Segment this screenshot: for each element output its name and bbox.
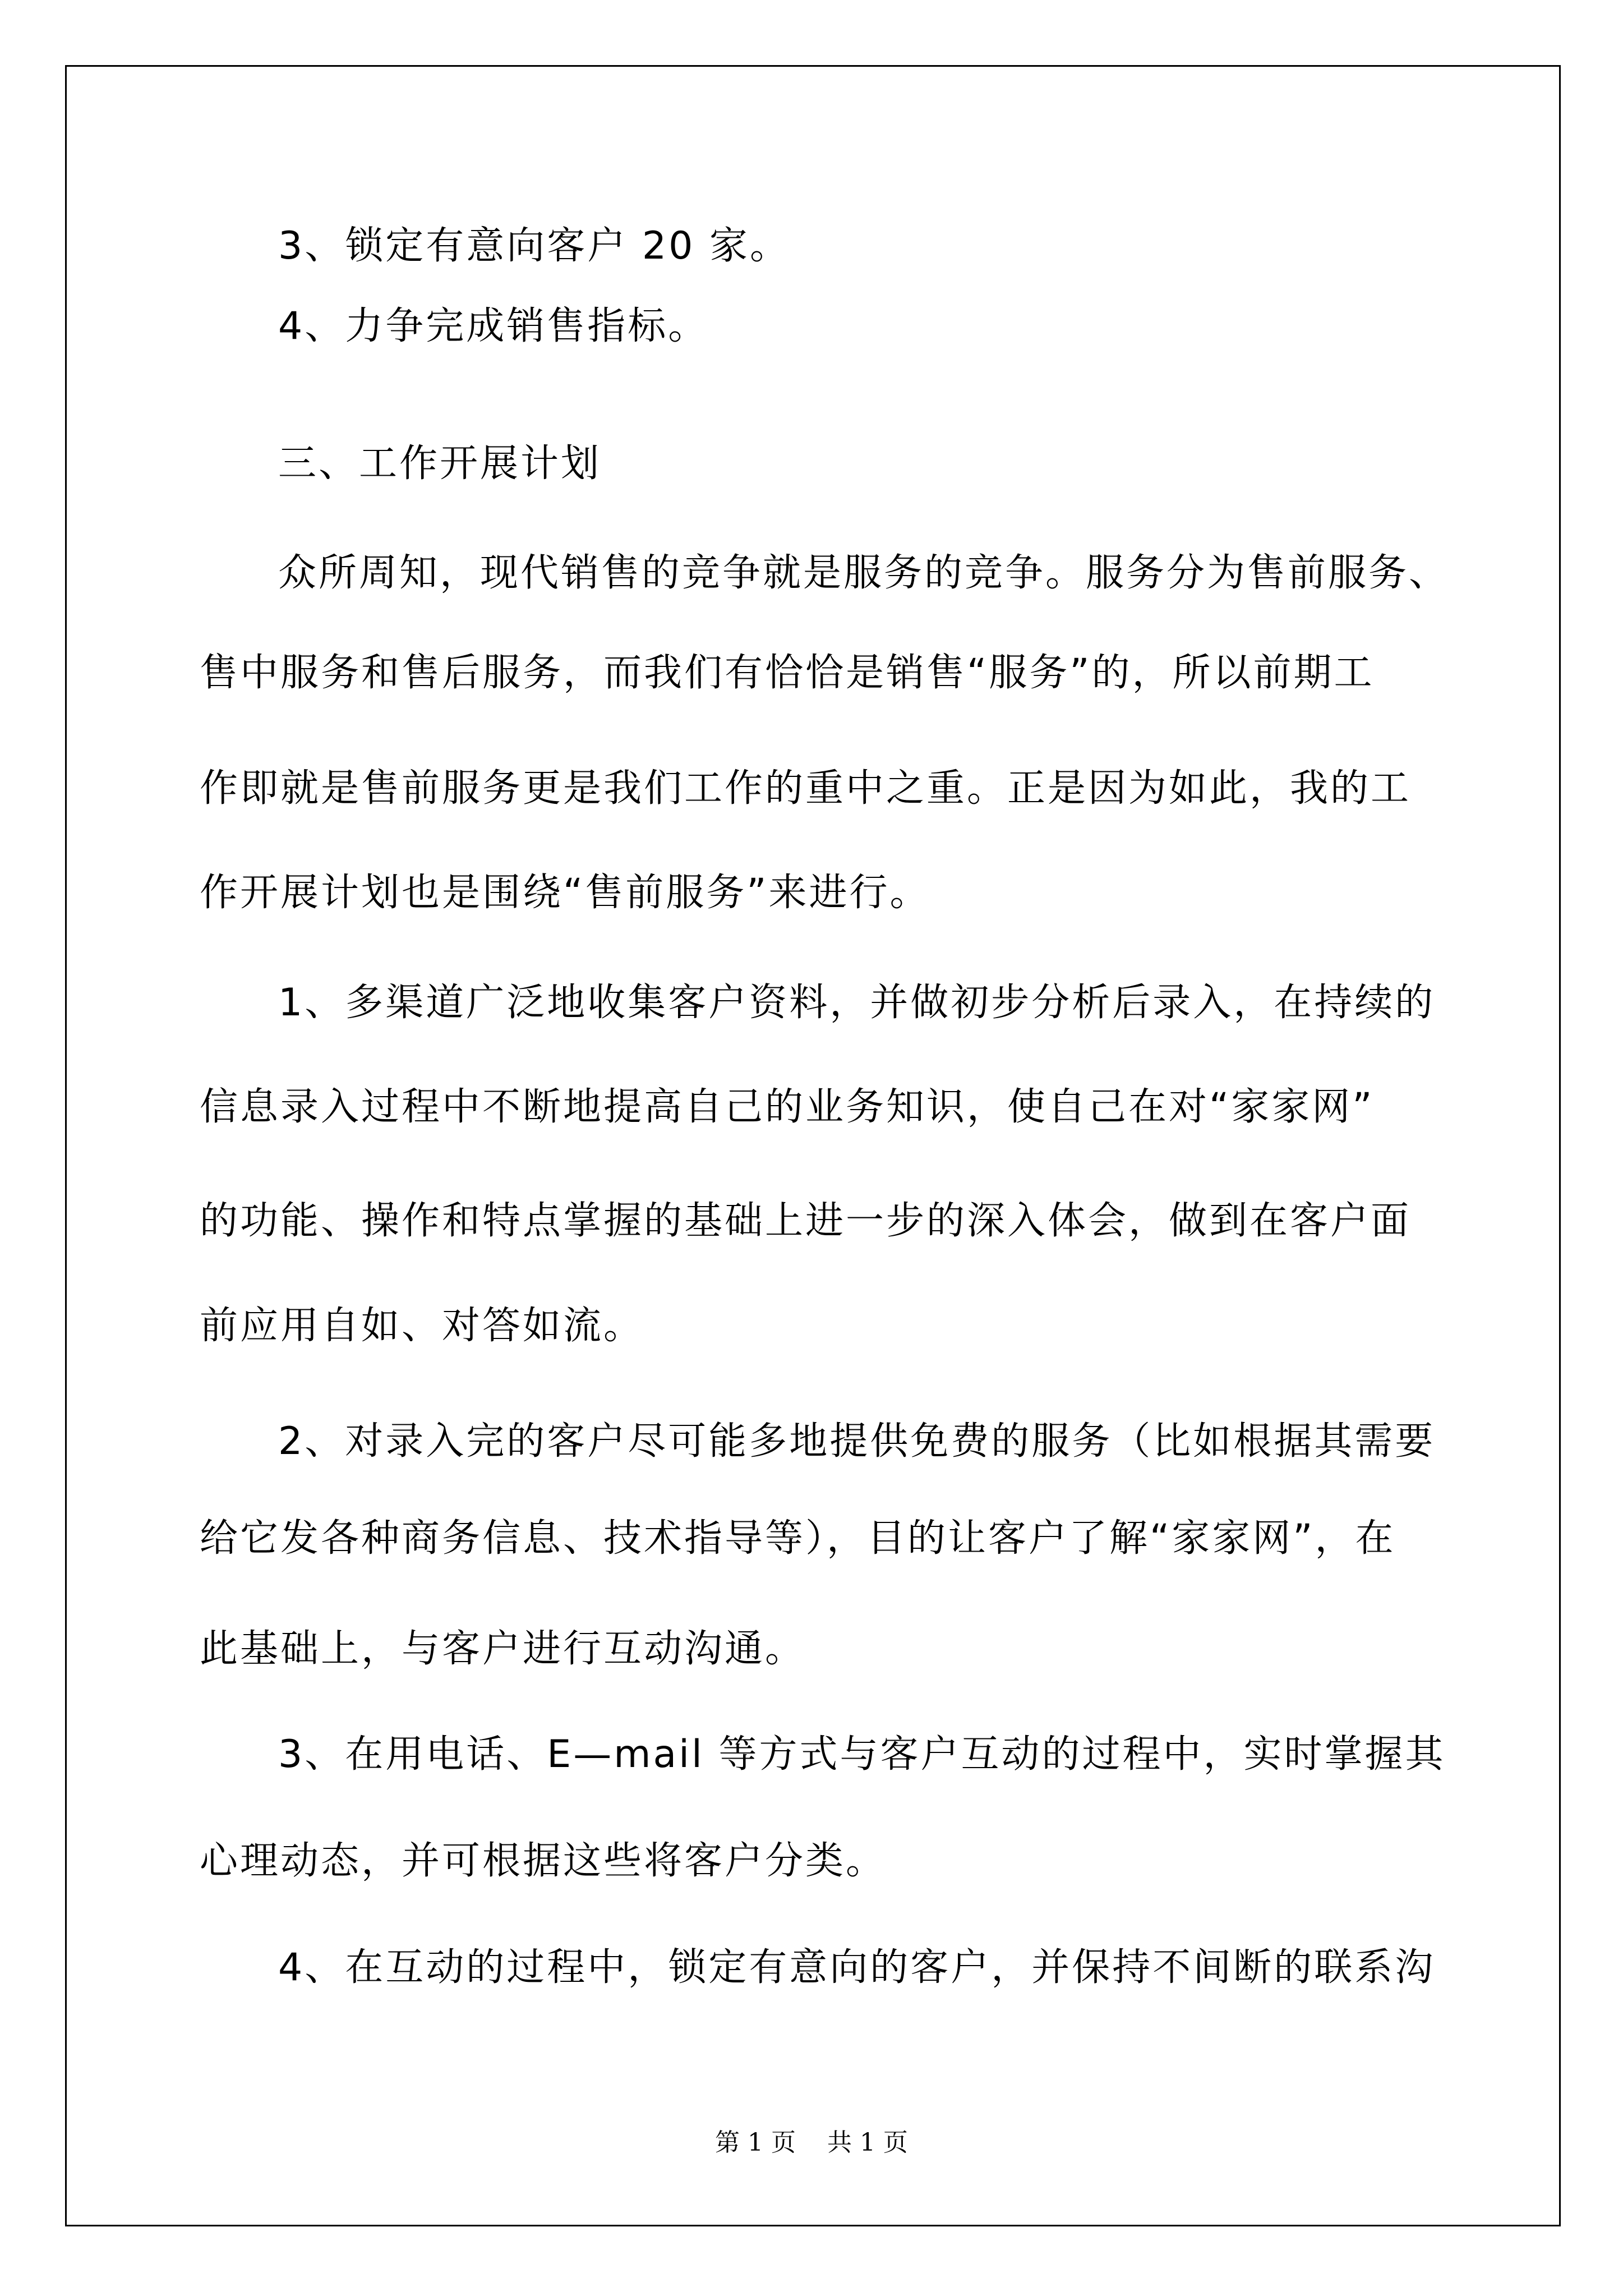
- text-line: 4、在互动的过程中，锁定有意向的客户，并保持不间断的联系沟: [278, 1945, 1436, 1990]
- text-line: 售中服务和售后服务，而我们有恰恰是销售“服务”的，所以前期工: [200, 651, 1375, 695]
- text-line: 前应用自如、对答如流。: [200, 1304, 644, 1348]
- text-line: 作即就是售前服务更是我们工作的重中之重。正是因为如此，我的工: [200, 766, 1412, 811]
- text-line: 的功能、操作和特点掌握的基础上进一步的深入体会，做到在客户面: [200, 1199, 1412, 1243]
- text-line: 4、力争完成销售指标。: [278, 304, 709, 348]
- text-line: 信息录入过程中不断地提高自己的业务知识，使自己在对“家家网”: [200, 1085, 1375, 1129]
- text-line: 心理动态，并可根据这些将客户分类。: [200, 1839, 887, 1883]
- section-heading: 三、工作开展计划: [278, 441, 602, 486]
- text-line: 1、多渠道广泛地收集客户资料，并做初步分析后录入，在持续的: [278, 981, 1436, 1025]
- text-line: 给它发各种商务信息、技术指导等），目的让客户了解“家家网”，在: [200, 1516, 1396, 1561]
- text-line: 作开展计划也是围绕“售前服务”来进行。: [200, 871, 930, 915]
- text-line: 3、在用电话、E—mail 等方式与客户互动的过程中，实时掌握其: [278, 1732, 1446, 1777]
- page-footer: 第 1 页 共 1 页: [715, 2128, 908, 2157]
- page-border: [65, 65, 1561, 2226]
- text-line: 众所周知，现代销售的竞争就是服务的竞争。服务分为售前服务、: [278, 551, 1450, 595]
- text-line: 2、对录入完的客户尽可能多地提供免费的服务（比如根据其需要: [278, 1419, 1436, 1464]
- text-line: 3、锁定有意向客户 20 家。: [278, 224, 791, 268]
- text-line: 此基础上，与客户进行互动沟通。: [200, 1627, 806, 1671]
